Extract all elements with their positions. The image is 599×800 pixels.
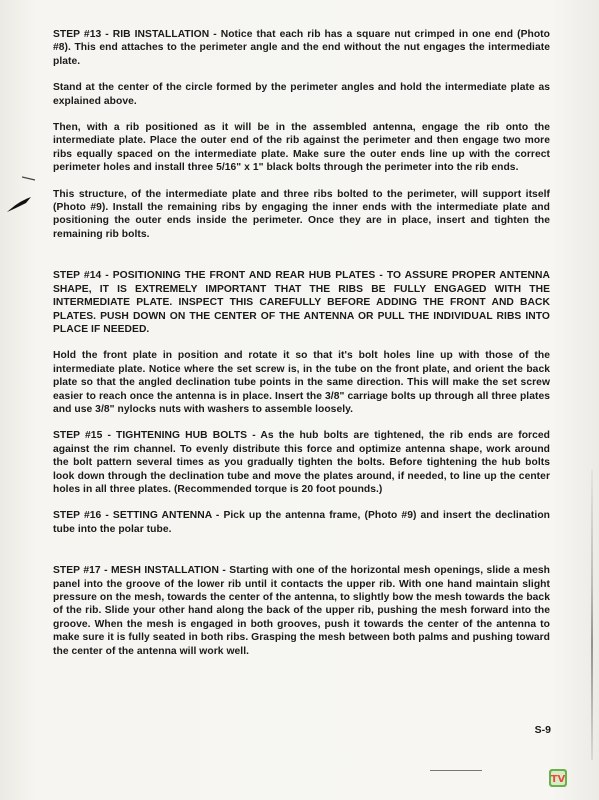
step13-paragraph-1: STEP #13 - RIB INSTALLATION - Notice that each rib has a square nut crimped in one end (Photo #8). This end attaches to the perimeter angle and the end without the nut engages the intermediate plate. (53, 29, 550, 67)
step13-paragraph-4: This structure, of the intermediate plate and three ribs bolted to the perimeter, will support itself (Photo #9). Install the remaining ribs by engaging the inner ends with the intermediate plate and positioning the outer ends inside the perimeter. Once they are in place, insert and tighten the remaining rib bolts. (53, 188, 550, 240)
page-number: S-9 (534, 724, 551, 736)
margin-stroke-icon (6, 196, 32, 214)
step14-paragraph-2: Hold the front plate in position and rotate it so that it's bolt holes line up with those of the intermediate plate. Notice where the set screw is, in the tube on the front plate, and orient the back plate so that the angled declination tube points in the same direction. This will make the set screw easier to reach once the antenna is in place. Insert the 3/8" carriage bolts up through all three plates and use 3/8" nylocks nuts with washers to assemble loosely. (53, 350, 550, 415)
step13-paragraph-3: Then, with a rib positioned as it will be in the assembled antenna, engage the rib onto the intermediate plate. Place the outer end of the rib against the perimeter and then engage two more ribs equally spaced on the intermediate plate. Make sure the outer ends line up with the correct perimeter holes and install three 5/16" x 1" black bolts through the perimeter into the rib ends. (53, 122, 550, 174)
svg-text:TV: TV (550, 774, 566, 785)
step17-paragraph-1: STEP #17 - MESH INSTALLATION - Starting with one of the horizontal mesh openings, slide a mesh panel into the groove of the lower rib until it contacts the upper rib. With one hand maintain slight pressure on the mesh, towards the center of the antenna, to slightly bow the mesh towards the back of the rib. Slide your other hand along the back of the upper rib, pushing the mesh forward into the groove. When the mesh is engaged in both grooves, push it towards the center of the antenna to make sure it is fully seated in both ribs. Grasping the mesh between both palms and pushing toward the center of the antenna will work well. (53, 565, 550, 657)
step15-paragraph-1: STEP #15 - TIGHTENING HUB BOLTS - As the hub bolts are tightened, the rib ends are forced against the rim channel. To evenly distribute this force and optimize antenna shape, work around the bolt pattern several times as you gradually tighten the bolts. Before tightening the hub bolts look down through the declination tube and move the plates around, if needed, to line up the center holes in all three plates. (Recommended torque is 20 foot pounds.) (53, 430, 550, 495)
tv-logo-icon (548, 768, 568, 788)
step16-paragraph-1: STEP #16 - SETTING ANTENNA - Pick up the antenna frame, (Photo #9) and insert the declination tube into the polar tube. (53, 510, 550, 535)
margin-mark-icon (22, 176, 36, 182)
bottom-rule (430, 770, 482, 771)
step13-paragraph-2: Stand at the center of the circle formed by the perimeter angles and hold the intermediate plate as explained above. (53, 82, 550, 107)
step14-paragraph-1: STEP #14 - POSITIONING THE FRONT AND REAR HUB PLATES - TO ASSURE PROPER ANTENNA SHAPE, IT IS EXTREMELY IMPORTANT THAT THE RIBS BE FULLY ENGAGED WITH THE INTERMEDIATE PLATE. INSPECT THIS CAREFULLY BEFORE ADDING THE FRONT AND BACK PLATES. PUSH DOWN ON THE CENTER OF THE ANTENNA OR PULL THE INDIVIDUAL RIBS INTO PLACE IF NEEDED. (53, 270, 550, 335)
page-edge-shadow (591, 470, 593, 760)
instruction-text (53, 28, 550, 658)
